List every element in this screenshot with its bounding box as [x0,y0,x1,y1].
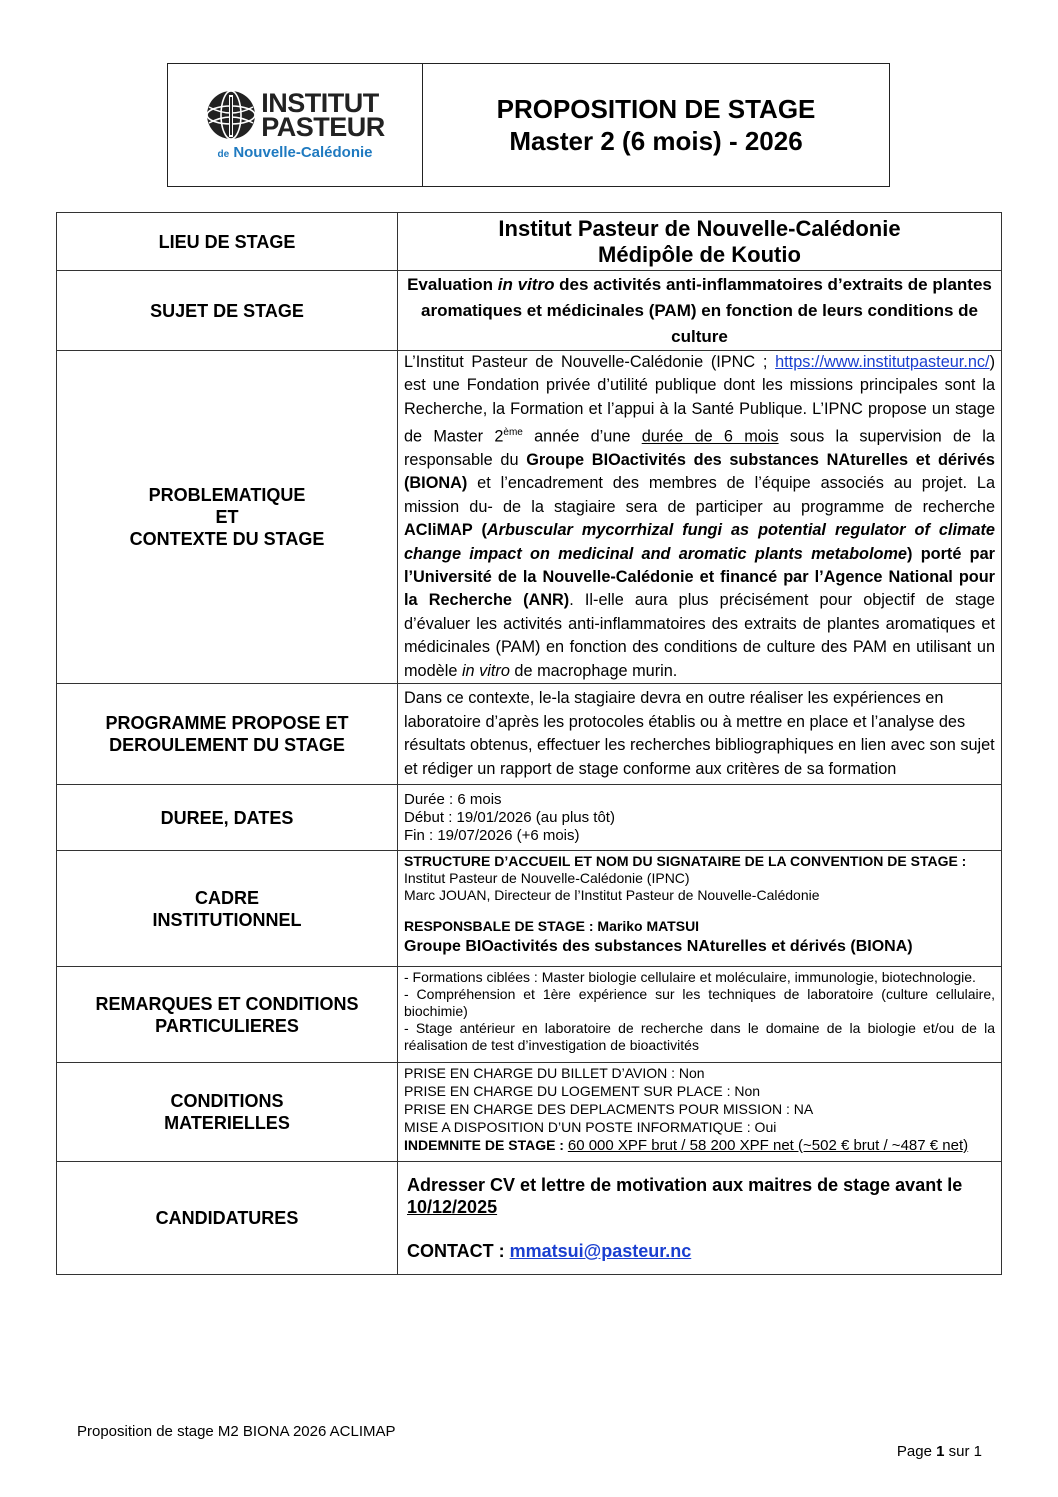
row-cadre [57,851,1002,967]
page-current: 1 [936,1443,945,1460]
value-cadre [398,851,1002,967]
row-programme [57,684,1002,785]
row-lieu [57,213,1002,271]
label-prob-line-3: CONTEXTE DU STAGE [129,529,325,550]
logo-subtitle [217,144,372,161]
cadre-group: Groupe BIOactivités des substances NAturelles et dérivés (BIONA) [404,938,913,956]
label-lieu: LIEU DE STAGE [57,213,398,271]
indemnite-label: INDEMNITE DE STAGE : [404,1137,568,1154]
label-duree: DUREE, DATES [57,785,398,851]
debut-line: Début : 19/01/2026 (au plus tôt) [404,808,615,826]
label-sujet: SUJET DE STAGE [57,271,398,351]
prob-text: L’Institut Pasteur de Nouvelle-Calédonie (IPNC ; [404,353,776,371]
logo-line-institut: INSTITUT [261,88,379,118]
prob-italic: in vitro [461,661,510,680]
footer-document-name: Proposition de stage M2 BIONA 2026 ACLIMAP [77,1423,396,1440]
duree-line: Durée : 6 mois [404,790,502,808]
logo-cell [168,64,423,186]
internship-details-table [56,212,1002,1275]
fin-line: Fin : 19/07/2026 (+6 mois) [404,826,580,844]
value-conditions [398,1063,1002,1162]
remarque-item: - Compréhension et 1ère expérience sur les techniques de laboratoire (culture cellulaire, biochimie) [404,986,995,1020]
document-title [423,64,889,186]
prob-program-full-name: Arbuscular mycorrhizal fungi as potential regulator of climate change impact on medicinal and aromatic plants metabolome [404,521,995,563]
logo-line-pasteur: PASTEUR [261,112,385,142]
label-programme: PROGRAMME PROPOSE ET DEROULEMENT DU STAGE [57,684,398,785]
value-problematique [398,351,1002,684]
title-line-2: Master 2 (6 mois) - 2026 [509,126,803,156]
page-prefix: Page [896,1443,937,1460]
cadre-structure: Institut Pasteur de Nouvelle-Calédonie (IPNC) [404,870,690,887]
footer-page-number [897,1443,982,1460]
prob-text: année d’une [522,427,642,446]
lieu-line-2: Médipôle de Koutio [598,241,801,267]
prob-superscript: ème [503,427,523,439]
prob-text: ) est une Fondation privée d’utilité publique dont les missions principales sont la Recherche, la Formation et l’appui à la Santé Publique. L’IPNC propose un stage de Master 2 [404,353,995,446]
condition-item: MISE A DISPOSITION D’UN POSTE INFORMATIQUE : Oui [404,1119,777,1136]
sujet-text-2: des activités anti-inflammatoires d’extraits de plantes aromatiques et médicinales (PAM) en fonction de leurs conditions de culture [421,274,992,346]
row-duree [57,785,1002,851]
value-remarques [398,967,1002,1063]
label-candidatures: CANDIDATURES [57,1162,398,1275]
value-duree [398,785,1002,851]
label-cadre-line-1: CADRE [194,887,259,908]
contact-label: CONTACT : [407,1241,510,1262]
prob-funding: ) porté par l’Université de la Nouvelle-Calédonie et financé par l’Agence National pour la Recherche (ANR) [404,544,995,610]
label-prob-line-1: PROBLEMATIQUE [148,485,306,506]
lieu-line-1: Institut Pasteur de Nouvelle-Calédonie [498,215,901,241]
remarque-item: - Formations ciblées : Master biologie cellulaire et moléculaire, immunologie, biotechnologie. [404,969,976,986]
cadre-heading: STRUCTURE D’ACCUEIL ET NOM DU SIGNATAIRE DE LA CONVENTION DE STAGE : [404,853,967,870]
row-problematique [57,351,1002,684]
label-problematique [57,351,398,684]
prob-text: de macrophage murin. [509,661,678,680]
label-cadre [57,851,398,967]
row-sujet [57,271,1002,351]
indemnite-value: 60 000 XPF brut / 58 200 XPF net (~502 € brut / ~487 € net) [567,1137,969,1155]
prob-program-name: ACliMAP ( [404,521,487,540]
value-sujet [398,271,1002,351]
row-conditions [57,1063,1002,1162]
page-mid: sur [944,1443,974,1460]
condition-item: PRISE EN CHARGE DU LOGEMENT SUR PLACE : Non [404,1083,761,1100]
candidature-deadline: 10/12/2025 [407,1197,498,1218]
label-conditions: CONDITIONS MATERIELLES [57,1063,398,1162]
contact-email-link[interactable]: mmatsui@pasteur.nc [509,1241,692,1262]
institut-website-link[interactable]: https://www.institutpasteur.nc/ [775,353,990,371]
sujet-italic: in vitro [497,274,555,294]
row-remarques [57,967,1002,1063]
document-header [167,63,890,187]
value-programme: Dans ce contexte, le-la stagiaire devra en outre réaliser les expériences en laboratoire d’après les protocoles établis ou à mettre en place et l’analyse des résultats obtenus, effectuer les recherches bibliographiques en lien avec son sujet et rédiger un rapport de stage conforme aux critères de sa formation [398,684,1002,785]
page-total: 1 [973,1443,982,1460]
cadre-signatory: Marc JOUAN, Directeur de l’Institut Pasteur de Nouvelle-Calédonie [404,887,820,904]
row-candidatures [57,1162,1002,1275]
logo-sub-prefix: de [217,149,230,160]
condition-item: PRISE EN CHARGE DU BILLET D’AVION : Non [404,1065,705,1082]
prob-duration-underlined: durée de 6 mois [641,427,779,446]
prob-text: . Il-elle aura plus précisément pour objectif de stage d’évaluer les activités anti-inflammatoires des extraits de plantes aromatiques et médicinales (PAM) en fonction des conditions de culture des PAM en utilisant un modèle [404,591,995,680]
remarque-item: - Stage antérieur en laboratoire de recherche dans le domaine de la biologie et/ou de la réalisation de test d’investigation de bioactivités [404,1020,995,1054]
globe-icon [205,89,257,141]
logo-sub-text: Nouvelle-Calédonie [233,144,373,161]
prob-text: et l’encadrement des membres de l’équipe associés au projet. La mission du- de la stagiaire sera de participer au programme de recherche [404,474,995,516]
prob-group-name: Groupe BIOactivités des substances NAturelles et dérivés (BIONA) [404,451,995,493]
candidature-instruction: Adresser CV et lettre de motivation aux maitres de stage avant le [407,1175,963,1196]
prob-text: sous la supervision de la responsable du [404,427,995,470]
condition-item: PRISE EN CHARGE DES DEPLACMENTS POUR MISSION : NA [404,1101,814,1118]
cadre-supervisor: RESPONSBALE DE STAGE : Mariko MATSUI [404,918,700,935]
title-line-1: PROPOSITION DE STAGE [496,94,816,124]
sujet-text-1: Evaluation [407,274,498,294]
label-cadre-line-2: INSTITUTIONNEL [152,909,302,930]
indemnite-line [404,1136,995,1155]
value-candidatures [398,1162,1002,1275]
institut-pasteur-logo [205,89,385,161]
label-prob-line-2: ET [215,507,239,528]
value-lieu [398,213,1002,271]
label-remarques: REMARQUES ET CONDITIONS PARTICULIERES [57,967,398,1063]
